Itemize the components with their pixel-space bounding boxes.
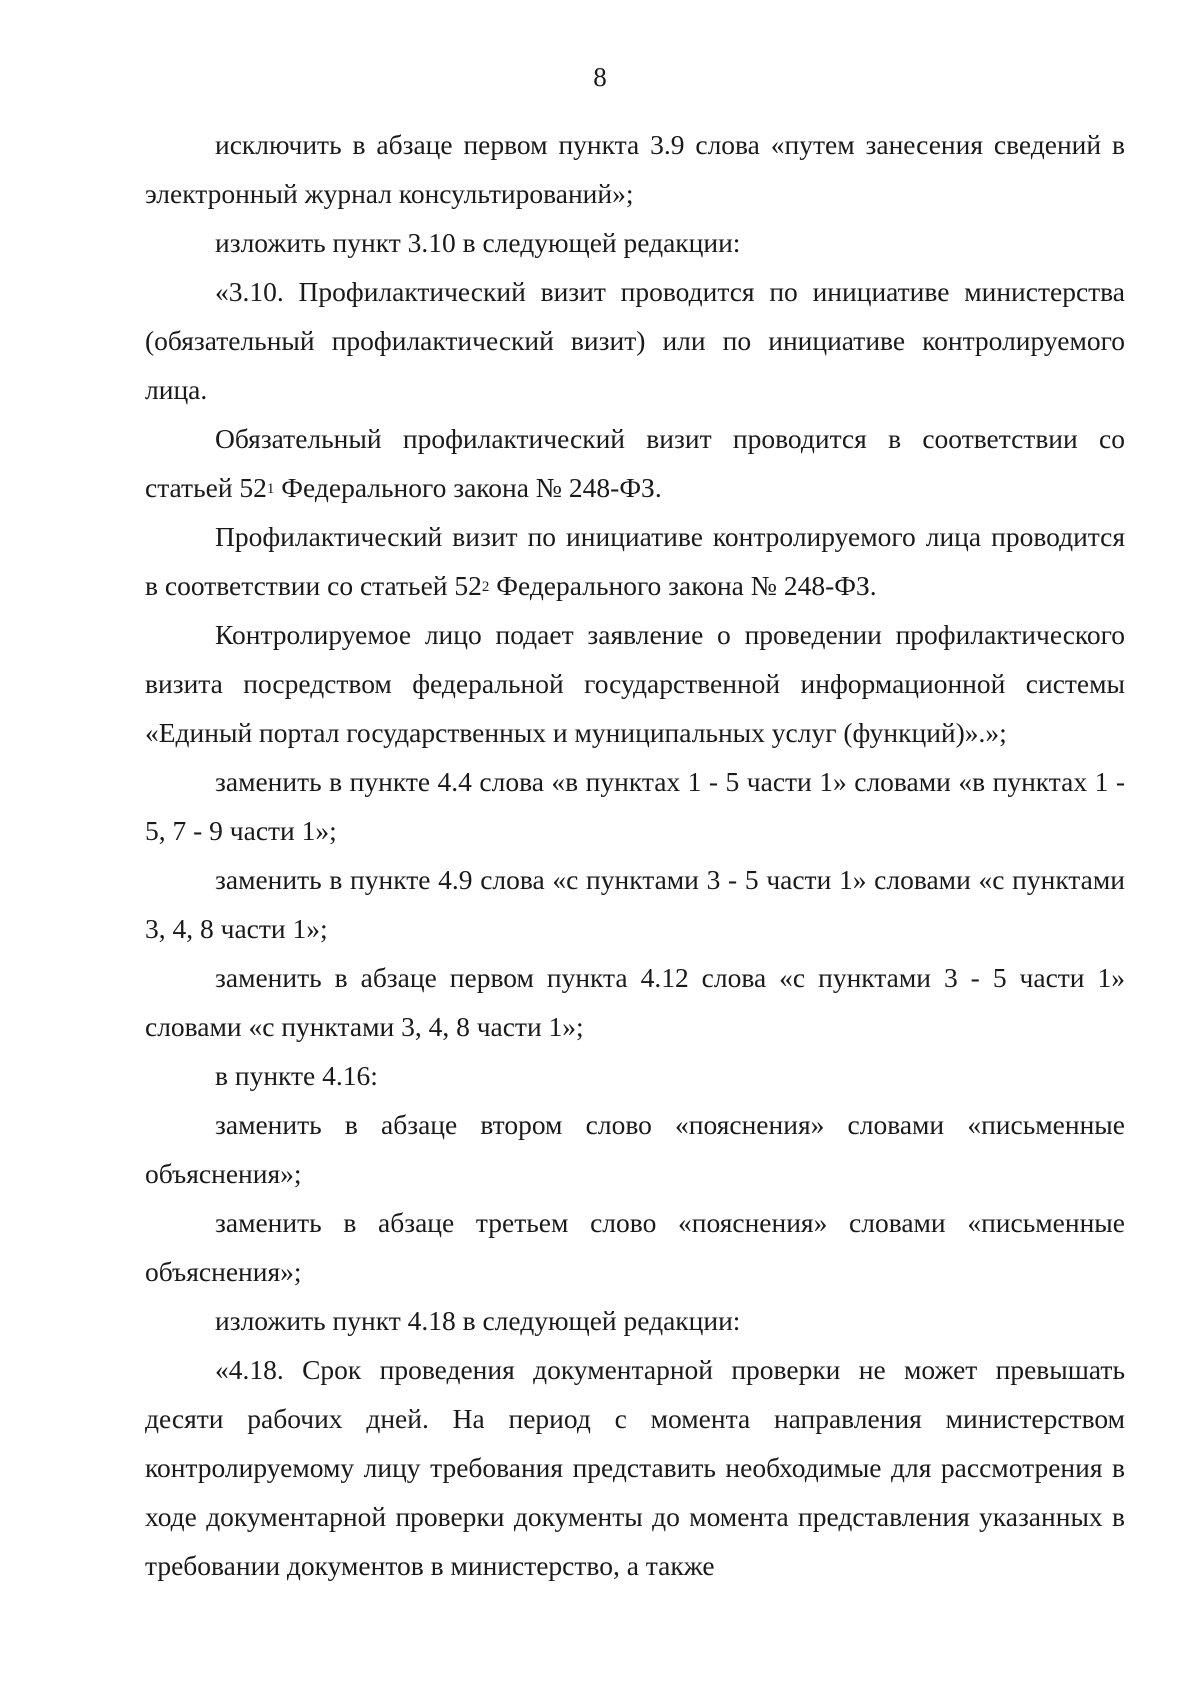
paragraph-text: Федерального закона № 248-ФЗ.: [489, 570, 877, 601]
paragraph: в пункте 4.16:: [215, 1060, 378, 1091]
paragraph: [145, 414, 1125, 512]
paragraph: изложить пункт 4.18 в следующей редакции:: [215, 1305, 741, 1336]
superscript: 2: [481, 579, 490, 595]
paragraph: Контролируемое лицо подает заявление о проведении профилактического визита посредством федеральной государственной информационной системы «Единый портал государственных и муниципальных услуг (функций)».»;: [145, 619, 1125, 748]
document-body: [145, 120, 1125, 1590]
paragraph: «4.18. Срок проведения документарной проверки не может превышать десяти рабочих дней. На период с момента направления министерством контролируемому лицу требования представить необходимые для рассмотрения в ходе документарной проверки документы до момента представления указанных в требовании документов в министерство, а также: [145, 1354, 1125, 1581]
paragraph: [145, 512, 1125, 610]
page-number: 8: [593, 62, 607, 92]
paragraph: «3.10. Профилактический визит проводится по инициативе министерства (обязательный профилактический визит) или по инициативе контролируемого лица.: [145, 276, 1125, 405]
paragraph-text: Профилактический визит по инициативе контролируемого лица проводится в соответствии со статьей 52: [145, 521, 1125, 601]
paragraph: заменить в абзаце первом пункта 4.12 слова «с пунктами 3 - 5 части 1» словами «с пунктами 3, 4, 8 части 1»;: [145, 962, 1125, 1042]
paragraph-text: Обязательный профилактический визит проводится в соответствии со статьей 52: [145, 423, 1125, 503]
paragraph: заменить в абзаце втором слово «пояснения» словами «письменные объяснения»;: [145, 1109, 1125, 1189]
paragraph: исключить в абзаце первом пункта 3.9 слова «путем занесения сведений в электронный журнал консультирований»;: [145, 129, 1125, 209]
paragraph: заменить в пункте 4.9 слова «с пунктами 3 - 5 части 1» словами «с пунктами 3, 4, 8 части 1»;: [145, 864, 1125, 944]
paragraph-text: Федерального закона № 248-ФЗ.: [274, 472, 662, 503]
paragraph: заменить в абзаце третьем слово «пояснения» словами «письменные объяснения»;: [145, 1207, 1125, 1287]
superscript: 1: [266, 481, 275, 497]
paragraph: заменить в пункте 4.4 слова «в пунктах 1 - 5 части 1» словами «в пунктах 1 - 5, 7 - 9 части 1»;: [145, 766, 1125, 846]
paragraph: изложить пункт 3.10 в следующей редакции:: [215, 227, 741, 258]
